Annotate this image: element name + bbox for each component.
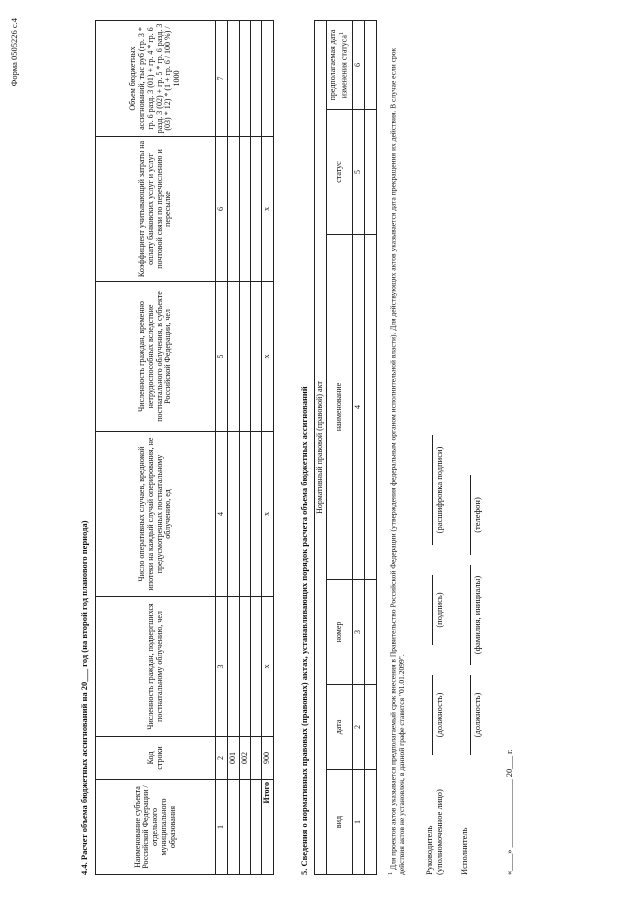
footnote xyxy=(388,35,406,875)
cell xyxy=(227,432,239,597)
colnum-3: 3 xyxy=(216,597,228,737)
calculation-table xyxy=(95,20,274,875)
table-row xyxy=(239,21,251,875)
exec-name-line[interactable] xyxy=(470,565,471,665)
cell xyxy=(251,432,262,597)
colnum-4: 4 xyxy=(352,235,364,580)
total-row xyxy=(262,21,274,875)
exec-phone-caption: (телефон) xyxy=(472,497,482,533)
exec-position-caption: (должность) xyxy=(472,692,482,738)
footnote-mark: 1 xyxy=(337,31,345,36)
header-code: Код строки xyxy=(96,737,216,780)
head-decoding-line[interactable] xyxy=(432,435,433,545)
cell xyxy=(251,737,262,780)
colnum-1: 1 xyxy=(216,780,228,875)
colnum-2: 2 xyxy=(216,737,228,780)
date-line[interactable]: «____» ________________ 20___ г. xyxy=(504,749,514,875)
exec-position-line[interactable] xyxy=(470,675,471,755)
header-name: наименование xyxy=(326,235,352,580)
colnum-7: 7 xyxy=(216,21,228,137)
acts-group-row xyxy=(315,21,327,875)
footnote-text: Для проектов актов указывается предполагаемый срок внесения в Правительство Российской Федерации (утверждения федеральным органом исполнительной власти). Для действующих актов указывается дата прекращения их действия. В случае если срок действия актов не установлен, в данной графе ставится "01.01.2099". xyxy=(388,47,406,875)
cell xyxy=(227,137,239,282)
cell-code: 001 xyxy=(227,737,239,780)
header-disabled: Численность граждан, временно нетрудоспособных вследствие постнатального облучения, в субъекте Российской Федерации, чел xyxy=(96,282,216,432)
cell xyxy=(251,597,262,737)
cell xyxy=(239,597,251,737)
header-volume: Объем бюджетных ассигнований, тыс руб (гр. 3 * гр. 6 разд. 3 (01) + гр. 4 * гр. 6 разд. 3 (02) + гр. 5 * гр. 6 разд. 3 (03) * 12) * (1 + гр. 6 / 100 %) / 1000 xyxy=(96,21,216,137)
header-kind: вид xyxy=(326,770,352,875)
footnote-number: 1 xyxy=(387,871,394,875)
cell-subject xyxy=(239,780,251,875)
cell xyxy=(239,21,251,137)
cell xyxy=(364,580,376,685)
header-cases: Число оперативных случаев, вреднокой ипотеки на каждый случай оперирования, не предусмотренных постнатальному облучению, ед xyxy=(96,432,216,597)
table-row xyxy=(364,21,376,875)
total-label: Итого xyxy=(262,780,274,875)
colnum-5: 5 xyxy=(216,282,228,432)
cell xyxy=(364,770,376,875)
cell xyxy=(364,685,376,770)
cell-code: 002 xyxy=(239,737,251,780)
head-position-line[interactable] xyxy=(432,675,433,755)
section-5-title: 5. Сведения о нормативных правовых (правовых) актах, устанавливающих порядок расчета объема бюджетных ассигнований xyxy=(299,386,309,875)
colnum-3: 3 xyxy=(352,580,364,685)
total-x3: x xyxy=(262,597,274,737)
total-x5: x xyxy=(262,282,274,432)
colnum-1: 1 xyxy=(352,770,364,875)
cell xyxy=(364,235,376,580)
cell xyxy=(227,597,239,737)
header-status: статус xyxy=(326,110,352,235)
head-signature-caption: (подпись) xyxy=(434,592,444,628)
head-decoding-caption: (расшифровка подписи) xyxy=(434,446,444,534)
header-citizens: Численность граждан, подвергшихся постнатальному облучению, чел xyxy=(96,597,216,737)
header-date: дата xyxy=(326,685,352,770)
head-position-caption: (должность) xyxy=(434,692,444,738)
exec-phone-line[interactable] xyxy=(470,475,471,555)
acts-header-row xyxy=(326,21,352,875)
executor-label: Исполнитель xyxy=(459,827,469,875)
head-signature-line[interactable] xyxy=(432,575,433,645)
total-x6: x xyxy=(262,137,274,282)
cell xyxy=(251,137,262,282)
head-label: Руководитель xyxy=(424,825,434,875)
cell xyxy=(364,21,376,110)
cell xyxy=(364,110,376,235)
acts-table xyxy=(314,20,377,875)
colnum-2: 2 xyxy=(352,685,364,770)
colnum-4: 4 xyxy=(216,432,228,597)
table-row xyxy=(251,21,262,875)
cell xyxy=(239,432,251,597)
table-colnum-row xyxy=(216,21,228,875)
cell xyxy=(239,282,251,432)
header-number: номер xyxy=(326,580,352,685)
cell-subject xyxy=(227,780,239,875)
total-volume xyxy=(262,21,274,137)
header-status-date xyxy=(326,21,352,110)
cell xyxy=(251,780,262,875)
total-x4: x xyxy=(262,432,274,597)
header-status-date-text: предполагаемая дата изменения статуса xyxy=(328,29,349,101)
cell xyxy=(251,282,262,432)
colnum-6: 6 xyxy=(216,137,228,282)
table-header-row xyxy=(96,21,216,875)
section-44-title: 4.4. Расчет объема бюджетных ассигнований на 20___ год (на второй год планового периода) xyxy=(79,520,89,875)
acts-group-header: Нормативный правовой (правовой) акт xyxy=(315,21,327,875)
table-row xyxy=(227,21,239,875)
cell xyxy=(227,282,239,432)
cell xyxy=(251,21,262,137)
cell xyxy=(239,137,251,282)
total-code: 900 xyxy=(262,737,274,780)
header-coefficient: Коэффициент учитывающий затраты на оплату банковских услуг и услуг почтовой связи по перечислению и пересылке xyxy=(96,137,216,282)
head-sub-label: (уполномоченное лицо) xyxy=(434,789,444,875)
colnum-6: 6 xyxy=(352,21,364,110)
cell xyxy=(227,21,239,137)
acts-colnum-row xyxy=(352,21,364,875)
exec-name-caption: (фамилия, инициалы) xyxy=(472,575,482,655)
header-subject: Наименование субъекта Российской Федерации / отдельного муниципального образования xyxy=(96,780,216,875)
colnum-5: 5 xyxy=(352,110,364,235)
form-code: Форма 0505226 с.4 xyxy=(9,18,19,87)
